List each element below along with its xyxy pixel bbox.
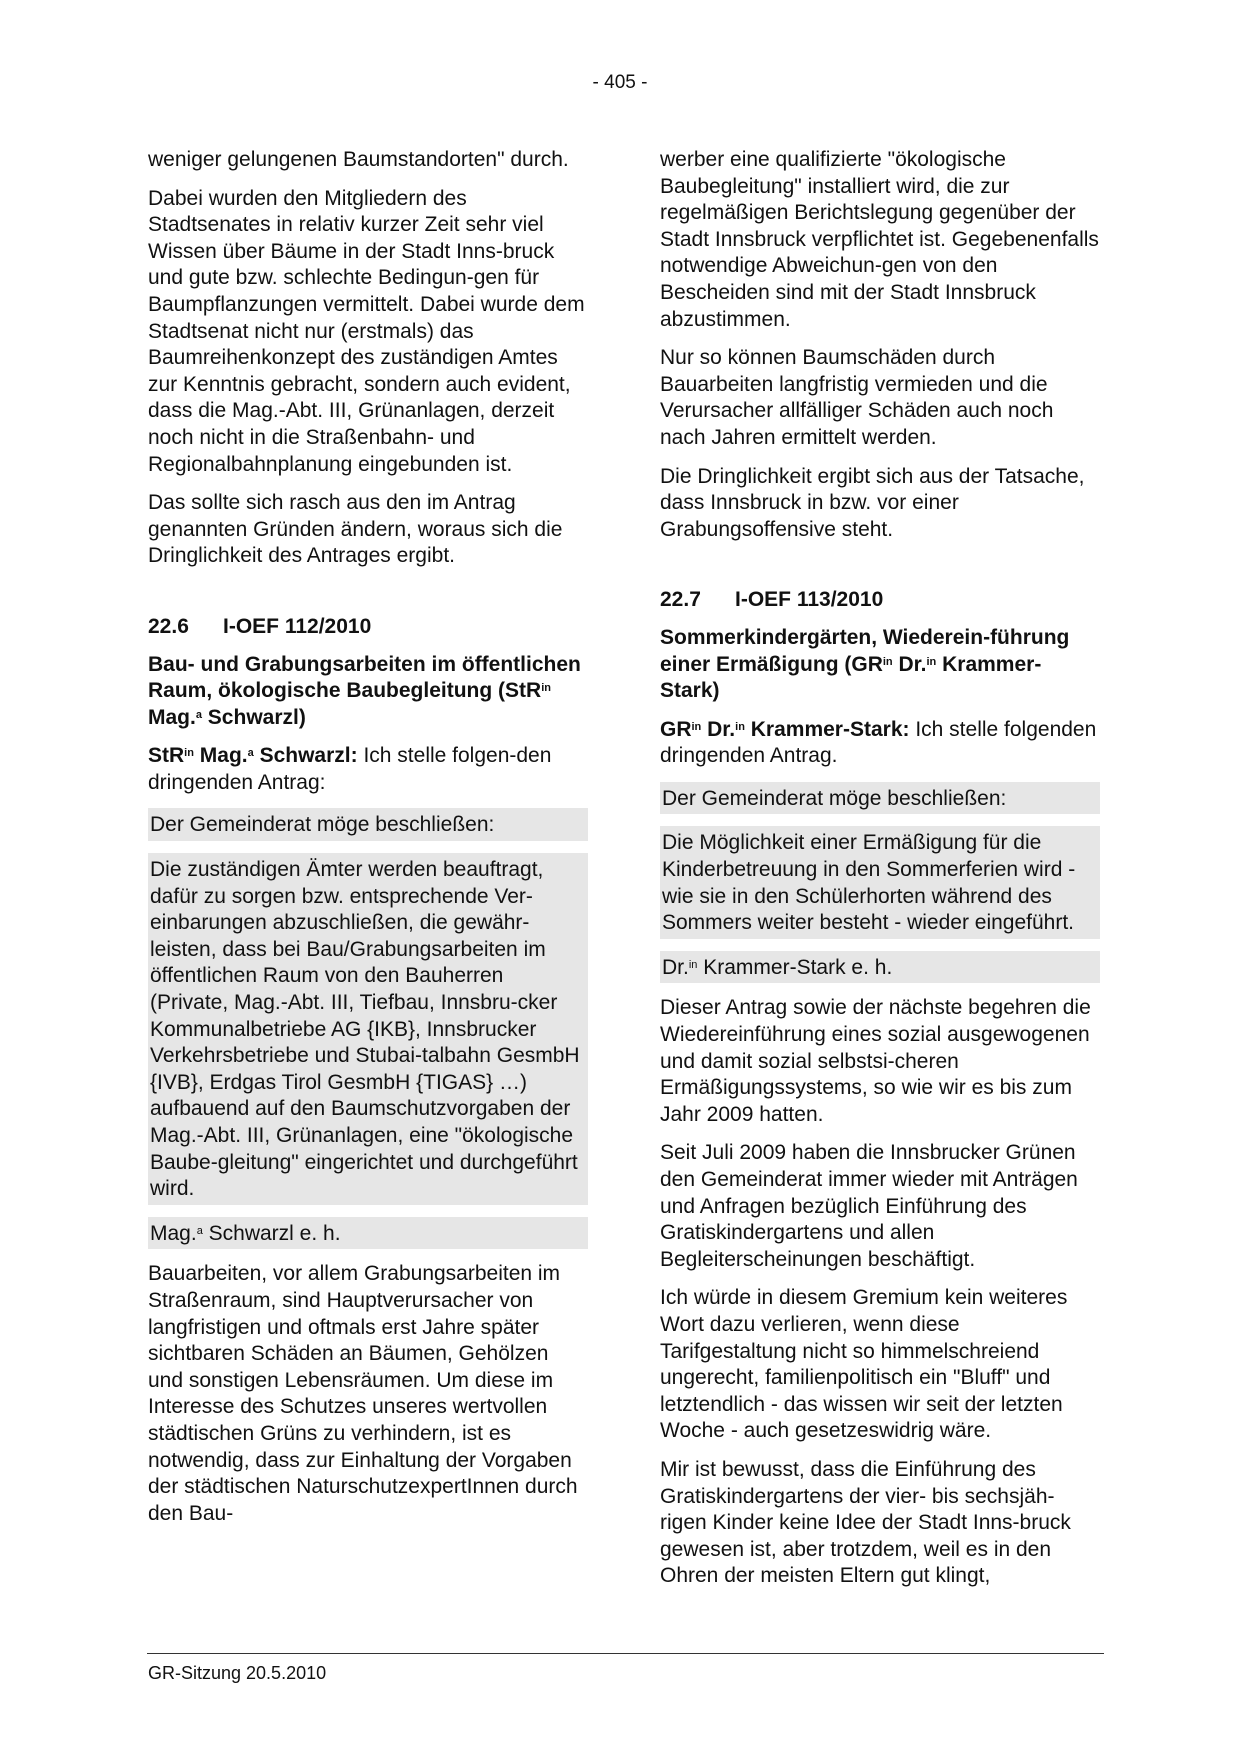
motion-box bbox=[148, 808, 588, 1249]
motion-signature: Dr.$^{in}$ Krammer-Stark e. h. bbox=[660, 951, 1100, 984]
section-heading bbox=[148, 614, 588, 641]
paragraph: Seit Juli 2009 haben die Innsbrucker Grünen den Gemeinderat immer wieder mit Anträgen und Anfragen bezüglich Einführung des Gratiskindergartens und allen Begleiterscheinungen beschäftigt. bbox=[660, 1141, 1078, 1271]
footer-divider bbox=[147, 1653, 1104, 1654]
paragraph: Dabei wurden den Mitgliedern des Stadtsenates in relativ kurzer Zeit sehr viel Wissen über Bäume in der Stadt Inns-bruck und gute bzw. schlechte Bedingun-gen für Baumpflanzungen vermittelt. Dabei wurde dem Stadtsenat nicht nur (erstmals) das Baumreihenkonzept des zuständigen Amtes zur Kenntnis gebracht, sondern auch evident, dass die Mag.-Abt. III, Grünanlagen, derzeit noch nicht in die Straßenbahn- und Regionalbahnplanung eingebunden ist. bbox=[148, 186, 585, 476]
motion-text: Die zuständigen Ämter werden beauftragt, dafür zu sorgen bzw. entsprechende Ver-einbarungen abzuschließen, die gewähr-leisten, dass bei Bau/Grabungsarbeiten im öffentlichen Raum von den Bauherren (Private, Mag.-Abt. III, Tiefbau, Innsbru-cker Kommunalbetriebe AG {IKB}, Innsbrucker Verkehrsbetriebe und Stubai-talbahn GesmbH {IVB}, Erdgas Tirol GesmbH {TIGAS} …) aufbauend auf den Baumschutzvorgaben der Mag.-Abt. III, Grünanlagen, eine "ökologische Baube-gleitung" eingerichtet und durchgeführt wird. bbox=[148, 853, 588, 1205]
section-number: 22.7 bbox=[660, 588, 701, 612]
paragraph: Bauarbeiten, vor allem Grabungsarbeiten im Straßenraum, sind Hauptverursacher von langfristigen und oftmals erst Jahre später sichtbaren Schäden an Bäumen, Gehölzen und sonstigen Lebensräumen. Um diese im Interesse des Schutzes unseres wertvollen städtischen Grüns zu verhindern, ist es notwendig, dass zur Einhaltung der Vorgaben der städtischen NaturschutzexpertInnen durch den Bau- bbox=[148, 1262, 578, 1525]
paragraph: Nur so können Baumschäden durch Bauarbeiten langfristig vermieden und die Verursacher allfälliger Schäden auch noch nach Jahren ermittelt werden. bbox=[660, 346, 1054, 449]
motion-text: Die Möglichkeit einer Ermäßigung für die Kinderbetreuung in den Sommerferien wird - wie sie in den Schülerhorten während des Sommers weiter besteht - wieder eingeführt. bbox=[660, 826, 1100, 938]
paragraph: Mir ist bewusst, dass die Einführung des Gratiskindergartens der vier- bis sechsjäh-rigen Kinder keine Idee der Stadt Inns-bruck gewesen ist, aber trotzdem, weil es in den Ohren der meisten Eltern gut klingt, bbox=[660, 1457, 1071, 1588]
page-number: - 405 - bbox=[592, 72, 648, 93]
footer-text: GR-Sitzung 20.5.2010 bbox=[148, 1663, 327, 1683]
section-number: 22.6 bbox=[148, 614, 189, 638]
right-column bbox=[660, 147, 1100, 1602]
paragraph: Ich würde in diesem Gremium kein weiteres Wort dazu verlieren, wenn diese Tarifgestaltung nicht so himmelschreiend ungerecht, familienpolitisch ein "Bluff" und letztendlich - das wissen wir seit der letzten Woche - auch gesetzeswidrig wäre. bbox=[660, 1286, 1068, 1443]
paragraph: weniger gelungenen Baumstandorten" durch. bbox=[148, 148, 569, 171]
paragraph: Das sollte sich rasch aus den im Antrag genannten Gründen ändern, woraus sich die Dringlichkeit des Antrages ergibt. bbox=[148, 491, 563, 568]
paragraph: Die Dringlichkeit ergibt sich aus der Tatsache, dass Innsbruck in bzw. vor einer Grabungsoffensive steht. bbox=[660, 464, 1085, 541]
section-code: I-OEF 113/2010 bbox=[735, 588, 884, 612]
speaker-statement: $GR^{in}$ Dr.$^{in}$ Krammer-Stark: Ich stelle folgenden dringenden Antrag. bbox=[660, 717, 1097, 768]
motion-intro: Der Gemeinderat möge beschließen: bbox=[660, 782, 1100, 815]
section-title: Bau- und Grabungsarbeiten im öffentlichen Raum, ökologische Baubegleitung (StR$^{in}$ Mag.$^a$ Schwarzl) bbox=[148, 652, 581, 729]
motion-box bbox=[660, 782, 1100, 984]
section-title: Sommerkindergärten, Wiederein-führung einer Ermäßigung ($GR^{in}$ Dr.$^{in}$ Krammer-Stark) bbox=[660, 625, 1070, 703]
left-column bbox=[148, 147, 588, 1539]
speaker-statement: StR$^{in}$ Mag.$^a$ Schwarzl: Ich stelle folgen-den dringenden Antrag: bbox=[148, 744, 552, 794]
section-heading bbox=[660, 587, 1100, 614]
motion-signature: Mag.$^a$ Schwarzl e. h. bbox=[148, 1217, 588, 1250]
paragraph: werber eine qualifizierte "ökologische Baubegleitung" installiert wird, die zur regelmäßigen Berichtslegung gegenüber der Stadt Innsbruck verpflichtet ist. Gegebenenfalls notwendige Abweichun-gen von den Bescheiden sind mit der Stadt Innsbruck abzustimmen. bbox=[660, 148, 1099, 331]
motion-intro: Der Gemeinderat möge beschließen: bbox=[148, 808, 588, 841]
paragraph: Dieser Antrag sowie der nächste begehren die Wiedereinführung eines sozial ausgewogenen und damit sozial selbstsi-cheren Ermäßigungssystems, so wie wir es bis zum Jahr 2009 hatten. bbox=[660, 996, 1091, 1126]
section-code: I-OEF 112/2010 bbox=[223, 614, 372, 638]
